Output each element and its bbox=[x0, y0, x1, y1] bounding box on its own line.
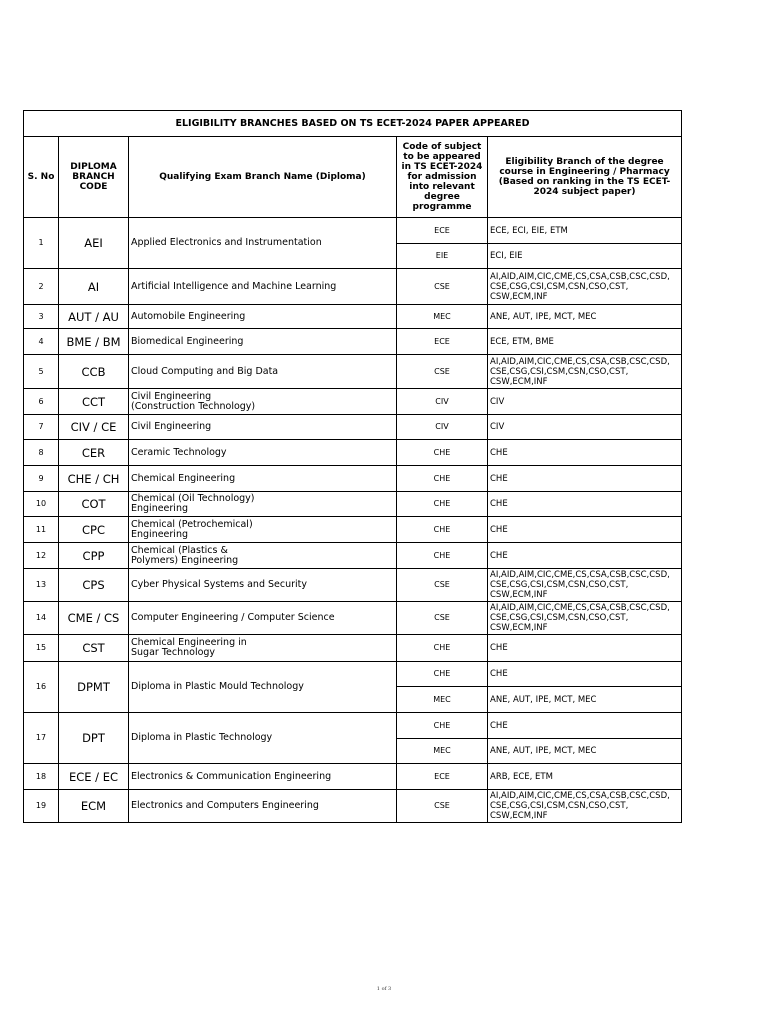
branch-name-line: Engineering bbox=[131, 503, 188, 514]
serial-number: 8 bbox=[24, 440, 59, 466]
subject-code: MEC bbox=[397, 687, 488, 713]
branch-name-line: Cyber Physical Systems and Security bbox=[131, 579, 308, 590]
diploma-branch-code: CIV / CE bbox=[59, 415, 129, 440]
subject-code: CSE bbox=[397, 602, 488, 635]
diploma-branch-code: AEI bbox=[59, 218, 129, 269]
serial-number: 3 bbox=[24, 305, 59, 329]
branch-name bbox=[129, 466, 397, 492]
branch-name bbox=[129, 269, 397, 305]
eligibility-branches: ANE, AUT, IPE, MCT, MEC bbox=[488, 739, 682, 764]
branch-name bbox=[129, 492, 397, 517]
table-row bbox=[24, 269, 682, 305]
eligibility-branches: ECE, ECI, EIE, ETM bbox=[488, 218, 682, 244]
table-row bbox=[24, 713, 682, 739]
serial-number: 17 bbox=[24, 713, 59, 764]
eligibility-branches: CHE bbox=[488, 517, 682, 543]
branch-name bbox=[129, 440, 397, 466]
branch-name bbox=[129, 543, 397, 569]
subject-code: CSE bbox=[397, 269, 488, 305]
diploma-branch-code: CPC bbox=[59, 517, 129, 543]
subject-code: CHE bbox=[397, 492, 488, 517]
subject-code: CHE bbox=[397, 662, 488, 687]
subject-code: CSE bbox=[397, 569, 488, 602]
table-row bbox=[24, 355, 682, 389]
diploma-branch-code: DPT bbox=[59, 713, 129, 764]
branch-name-line: Diploma in Plastic Mould Technology bbox=[131, 681, 304, 692]
branch-name bbox=[129, 569, 397, 602]
subject-code: ECE bbox=[397, 218, 488, 244]
branch-name-line: Electronics and Computers Engineering bbox=[131, 800, 319, 811]
branch-name-line: Automobile Engineering bbox=[131, 310, 246, 322]
eligibility-branches: CHE bbox=[488, 543, 682, 569]
page-number: 1 of 3 bbox=[376, 986, 392, 992]
subject-code: CHE bbox=[397, 440, 488, 466]
diploma-branch-code: AI bbox=[59, 269, 129, 305]
branch-name bbox=[129, 662, 397, 713]
branch-name-line: Civil Engineering bbox=[131, 390, 212, 402]
eligibility-branches: CHE bbox=[488, 440, 682, 466]
diploma-branch-code: CME / CS bbox=[59, 602, 129, 635]
subject-code: CIV bbox=[397, 389, 488, 415]
serial-number: 15 bbox=[24, 635, 59, 662]
branch-name bbox=[129, 218, 397, 269]
eligibility-branches: AI,AID,AIM,CIC,CME,CS,CSA,CSB,CSC,CSD, CSE,CSG,CSI,CSM,CSN,CSO,CST, CSW,ECM,INF bbox=[488, 269, 682, 305]
branch-name bbox=[129, 355, 397, 389]
table-row bbox=[24, 662, 682, 687]
subject-code: MEC bbox=[397, 739, 488, 764]
serial-number: 18 bbox=[24, 764, 59, 790]
branch-name-line: (Construction Technology) bbox=[131, 400, 256, 412]
eligibility-branches: ECE, ETM, BME bbox=[488, 329, 682, 355]
header-branch-code: DIPLOMA BRANCH CODE bbox=[59, 137, 129, 218]
branch-name bbox=[129, 790, 397, 823]
subject-code: CHE bbox=[397, 713, 488, 739]
table-row bbox=[24, 305, 682, 329]
diploma-branch-code: DPMT bbox=[59, 662, 129, 713]
branch-name bbox=[129, 635, 397, 662]
branch-name-line: Chemical (Plastics & bbox=[131, 544, 228, 556]
eligibility-branches: AI,AID,AIM,CIC,CME,CS,CSA,CSB,CSC,CSD, CSE,CSG,CSI,CSM,CSN,CSO,CST, CSW,ECM,INF bbox=[488, 790, 682, 823]
table-row bbox=[24, 389, 682, 415]
branch-name-line: Applied Electronics and Instrumentation bbox=[131, 237, 322, 248]
table-row bbox=[24, 569, 682, 602]
subject-code: ECE bbox=[397, 764, 488, 790]
serial-number: 16 bbox=[24, 662, 59, 713]
branch-name-line: Chemical Engineering in bbox=[131, 637, 247, 648]
serial-number: 12 bbox=[24, 543, 59, 569]
eligibility-branches: AI,AID,AIM,CIC,CME,CS,CSA,CSB,CSC,CSD, CSE,CSG,CSI,CSM,CSN,CSO,CST, CSW,ECM,INF bbox=[488, 355, 682, 389]
table-row bbox=[24, 517, 682, 543]
table-row bbox=[24, 790, 682, 823]
serial-number: 10 bbox=[24, 492, 59, 517]
branch-name-line: Chemical (Petrochemical) bbox=[131, 518, 253, 530]
table-title: ELIGIBILITY BRANCHES BASED ON TS ECET-2024 PAPER APPEARED bbox=[24, 111, 682, 137]
diploma-branch-code: BME / BM bbox=[59, 329, 129, 355]
subject-code: CHE bbox=[397, 635, 488, 662]
subject-code: ECE bbox=[397, 329, 488, 355]
branch-name-line: Chemical Engineering bbox=[131, 472, 236, 484]
branch-name-line: Diploma in Plastic Technology bbox=[131, 732, 273, 743]
subject-code: MEC bbox=[397, 305, 488, 329]
branch-name-line: Cloud Computing and Big Data bbox=[131, 365, 279, 377]
eligibility-branches: CHE bbox=[488, 662, 682, 687]
diploma-branch-code: CPP bbox=[59, 543, 129, 569]
header-sno: S. No bbox=[24, 137, 59, 218]
branch-name bbox=[129, 329, 397, 355]
branch-name-line: Biomedical Engineering bbox=[131, 335, 244, 347]
serial-number: 19 bbox=[24, 790, 59, 823]
eligibility-branches: CHE bbox=[488, 635, 682, 662]
branch-name-line: Chemical (Oil Technology) bbox=[131, 493, 255, 504]
diploma-branch-code: CST bbox=[59, 635, 129, 662]
branch-name bbox=[129, 602, 397, 635]
eligibility-branches: AI,AID,AIM,CIC,CME,CS,CSA,CSB,CSC,CSD, CSE,CSG,CSI,CSM,CSN,CSO,CST, CSW,ECM,INF bbox=[488, 569, 682, 602]
branch-name-line: Computer Engineering / Computer Science bbox=[131, 612, 335, 623]
branch-name-line: Artificial Intelligence and Machine Learning bbox=[131, 280, 337, 292]
eligibility-branches: CIV bbox=[488, 389, 682, 415]
table-row bbox=[24, 602, 682, 635]
branch-name-line: Electronics & Communication Engineering bbox=[131, 770, 332, 782]
diploma-branch-code: CPS bbox=[59, 569, 129, 602]
branch-name-line: Civil Engineering bbox=[131, 421, 212, 432]
serial-number: 1 bbox=[24, 218, 59, 269]
serial-number: 14 bbox=[24, 602, 59, 635]
serial-number: 7 bbox=[24, 415, 59, 440]
diploma-branch-code: COT bbox=[59, 492, 129, 517]
branch-name-line: Ceramic Technology bbox=[131, 446, 227, 458]
subject-code: CSE bbox=[397, 355, 488, 389]
branch-name-line: Polymers) Engineering bbox=[131, 554, 239, 566]
eligibility-branches: ANE, AUT, IPE, MCT, MEC bbox=[488, 305, 682, 329]
table-row bbox=[24, 218, 682, 244]
eligibility-branches: CIV bbox=[488, 415, 682, 440]
diploma-branch-code: CHE / CH bbox=[59, 466, 129, 492]
diploma-branch-code: CER bbox=[59, 440, 129, 466]
header-branch-name: Qualifying Exam Branch Name (Diploma) bbox=[129, 137, 397, 218]
diploma-branch-code: AUT / AU bbox=[59, 305, 129, 329]
subject-code: CHE bbox=[397, 543, 488, 569]
subject-code: EIE bbox=[397, 244, 488, 269]
table-row bbox=[24, 329, 682, 355]
eligibility-branches: AI,AID,AIM,CIC,CME,CS,CSA,CSB,CSC,CSD, CSE,CSG,CSI,CSM,CSN,CSO,CST, CSW,ECM,INF bbox=[488, 602, 682, 635]
eligibility-branches: CHE bbox=[488, 713, 682, 739]
branch-name-line: Sugar Technology bbox=[131, 647, 216, 658]
header-eligibility: Eligibility Branch of the degree course in Engineering / Pharmacy (Based on ranking in the TS ECET-2024 subject paper) bbox=[488, 137, 682, 218]
table-body bbox=[24, 218, 682, 823]
serial-number: 13 bbox=[24, 569, 59, 602]
subject-code: CIV bbox=[397, 415, 488, 440]
serial-number: 11 bbox=[24, 517, 59, 543]
subject-code: CHE bbox=[397, 466, 488, 492]
eligibility-branches: ARB, ECE, ETM bbox=[488, 764, 682, 790]
diploma-branch-code: CCT bbox=[59, 389, 129, 415]
serial-number: 6 bbox=[24, 389, 59, 415]
table-row bbox=[24, 764, 682, 790]
serial-number: 2 bbox=[24, 269, 59, 305]
eligibility-branches: CHE bbox=[488, 492, 682, 517]
serial-number: 9 bbox=[24, 466, 59, 492]
header-subject-code: Code of subject to be appeared in TS ECET-2024 for admission into relevant degree programme bbox=[397, 137, 488, 218]
table-row bbox=[24, 543, 682, 569]
branch-name bbox=[129, 517, 397, 543]
eligibility-branches: ECI, EIE bbox=[488, 244, 682, 269]
table-row bbox=[24, 466, 682, 492]
eligibility-branches: CHE bbox=[488, 466, 682, 492]
table-row bbox=[24, 635, 682, 662]
subject-code: CSE bbox=[397, 790, 488, 823]
diploma-branch-code: ECE / EC bbox=[59, 764, 129, 790]
diploma-branch-code: ECM bbox=[59, 790, 129, 823]
subject-code: CHE bbox=[397, 517, 488, 543]
serial-number: 5 bbox=[24, 355, 59, 389]
branch-name bbox=[129, 305, 397, 329]
branch-name bbox=[129, 764, 397, 790]
diploma-branch-code: CCB bbox=[59, 355, 129, 389]
table-row bbox=[24, 492, 682, 517]
serial-number: 4 bbox=[24, 329, 59, 355]
branch-name bbox=[129, 415, 397, 440]
table-row bbox=[24, 440, 682, 466]
branch-name bbox=[129, 713, 397, 764]
eligibility-table bbox=[23, 110, 682, 823]
branch-name-line: Engineering bbox=[131, 528, 188, 540]
branch-name bbox=[129, 389, 397, 415]
table-row bbox=[24, 415, 682, 440]
eligibility-branches: ANE, AUT, IPE, MCT, MEC bbox=[488, 687, 682, 713]
